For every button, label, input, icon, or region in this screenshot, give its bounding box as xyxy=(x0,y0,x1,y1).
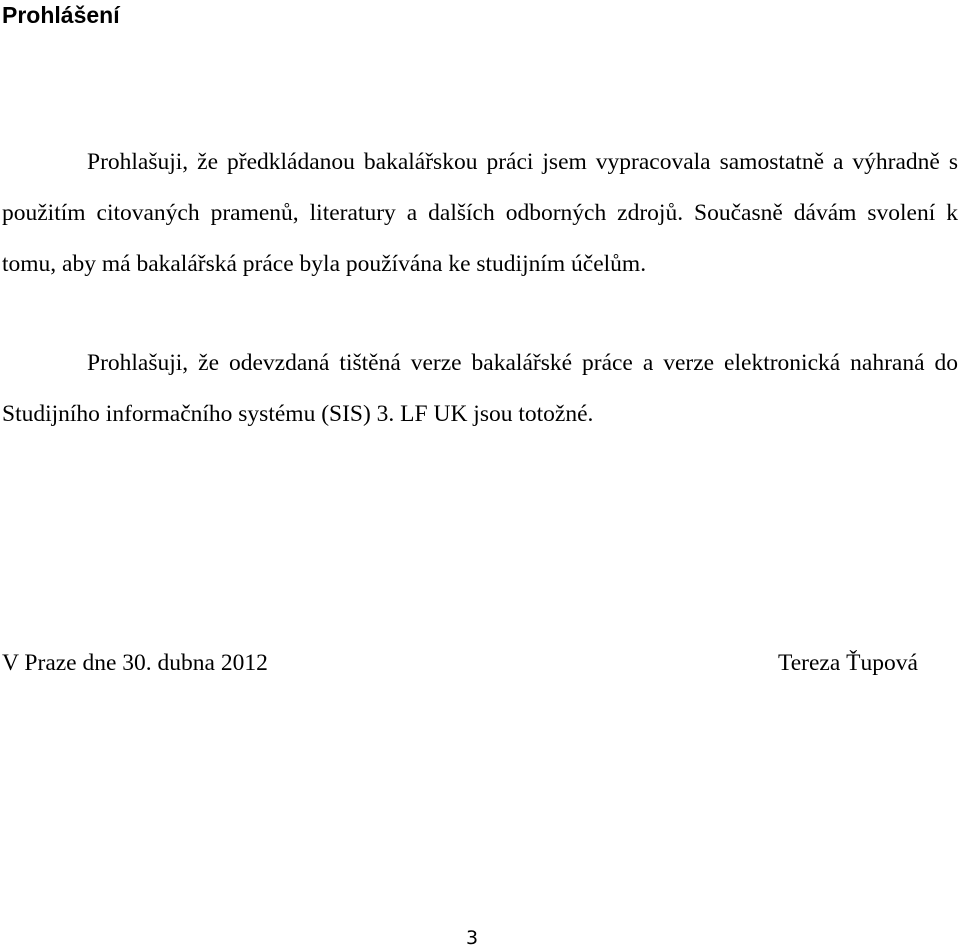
declaration-paragraph-authorship: Prohlašuji, že předkládanou bakalářskou práci jsem vypracovala samostatně a výhradně s použitím citovaných pramenů, literatury a dalších odborných zdrojů. Současně dávám svolení k tomu, aby má bakalářská práce byla používána ke studijním účelům. xyxy=(2,149,958,277)
place-and-date: V Praze dne 30. dubna 2012 xyxy=(2,650,268,676)
page-title: Prohlášení xyxy=(2,2,120,28)
page-number: 3 xyxy=(466,927,479,949)
declaration-paragraph-versions: Prohlašuji, že odevzdaná tištěná verze bakalářské práce a verze elektronická nahraná do Studijního informačního systému (SIS) 3. LF UK jsou totožné. xyxy=(2,350,958,427)
author-signature-name: Tereza Ťupová xyxy=(778,650,918,676)
